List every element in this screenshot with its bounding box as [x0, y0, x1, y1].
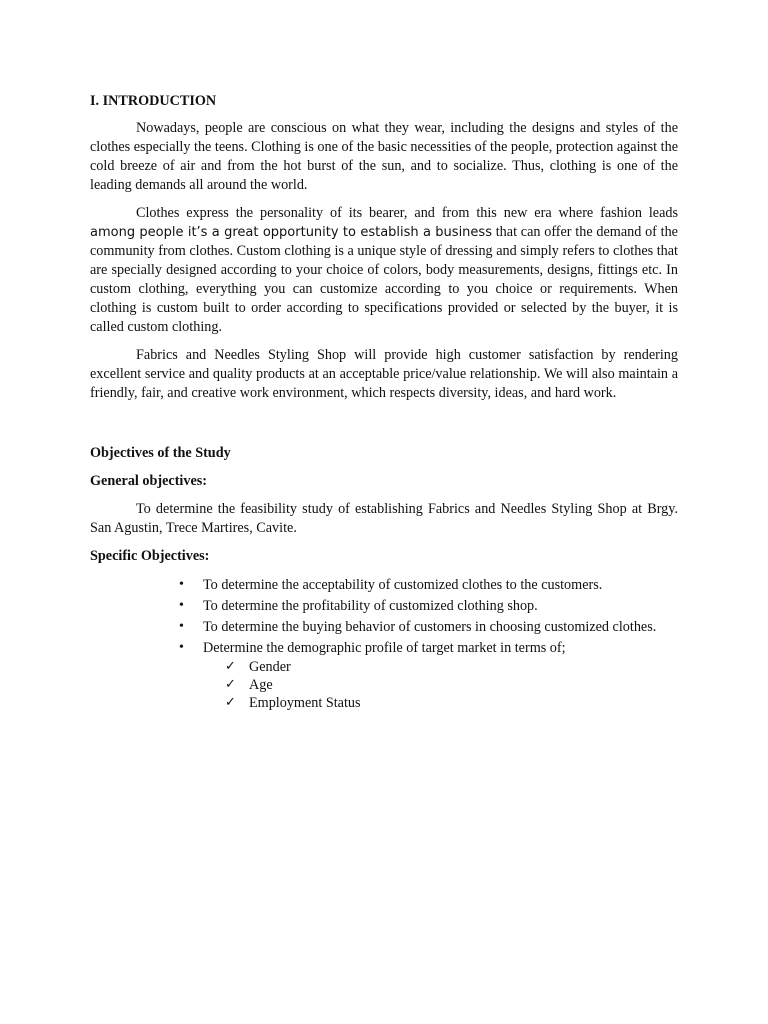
list-item: [225, 694, 678, 712]
list-item-text: Age: [249, 677, 273, 693]
list-item: [225, 658, 678, 676]
intro-paragraph-3: Fabrics and Needles Styling Shop will provide high customer satisfaction by rendering excellent service and quality products at an acceptable price/value relationship. We will also maintain a friendly, fair, and creative work environment, which respects diversity, ideas, and hard work.: [90, 347, 678, 401]
list-item: [175, 638, 678, 712]
general-objective-text: To determine the feasibility study of establishing Fabrics and Needles Styling Shop at Brgy. San Agustin, Trece Martires, Cavite.: [90, 501, 678, 536]
section-spacer: [90, 412, 678, 444]
checkmark-icon: ✓: [225, 659, 236, 674]
list-item: [175, 617, 678, 637]
checkmark-icon: ✓: [225, 677, 236, 692]
general-objectives-heading: General objectives:: [90, 473, 208, 489]
section-title: I. INTRODUCTION: [90, 93, 217, 109]
specific-objectives-list: [90, 575, 678, 712]
checkmark-icon: ✓: [225, 695, 236, 710]
list-item-text: Gender: [249, 659, 291, 675]
objectives-heading: Objectives of the Study: [90, 445, 231, 461]
list-item: [175, 596, 678, 616]
intro-paragraph-2-alt-font-phrase: among people it’s a great opportunity to establish a business: [90, 225, 492, 240]
list-item-text: To determine the profitability of customized clothing shop.: [203, 598, 538, 614]
list-item-text: To determine the buying behavior of customers in choosing customized clothes.: [203, 619, 657, 635]
bullet-icon: •: [179, 619, 184, 634]
bullet-icon: •: [179, 640, 184, 655]
intro-paragraph-1: Nowadays, people are conscious on what they wear, including the designs and styles of the clothes especially the teens. Clothing is one of the basic necessities of the people, protection against the cold breeze of air and from the hot burst of the sun, and to socialize. Thus, clothing is one of the leading demands all around the world.: [90, 120, 678, 193]
bullet-icon: •: [179, 598, 184, 613]
list-item: [225, 676, 678, 694]
demographic-list: [203, 658, 678, 712]
document-body: [90, 92, 678, 713]
intro-paragraph-2: [90, 204, 678, 337]
intro-paragraph-2-part-1: Clothes express the personality of its bearer, and from this new era where fashion leads: [136, 205, 678, 221]
list-item-text: To determine the acceptability of customized clothes to the customers.: [203, 577, 603, 593]
intro-paragraph-2-part-2: that can offer the demand of the community from clothes. Custom clothing is a unique style of dressing and simply refers to clothes that are specially designed according to your choice of colors, body measurements, designs, fittings etc. In custom clothing, everything you can customize according to you choice or requirements. When clothing is custom built to order according to specifications provided or selected by the buyer, it is called custom clothing.: [90, 224, 678, 335]
bullet-icon: •: [179, 577, 184, 592]
specific-objectives-heading: Specific Objectives:: [90, 548, 210, 564]
list-item-text: Employment Status: [249, 695, 361, 711]
list-item-text: Determine the demographic profile of target market in terms of;: [203, 640, 566, 656]
list-item: [175, 575, 678, 595]
